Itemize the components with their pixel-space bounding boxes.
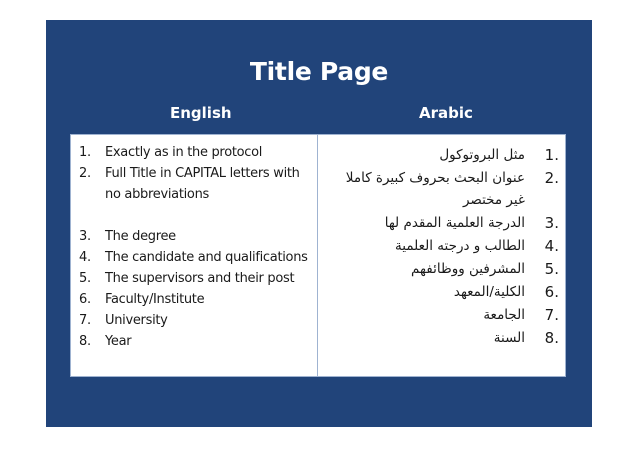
item-text: Full Title in CAPITAL letters with no abbreviations bbox=[105, 166, 300, 202]
list-item bbox=[79, 310, 311, 331]
list-item bbox=[79, 226, 311, 247]
item-text: المشرفين ووظائفهم bbox=[411, 261, 525, 277]
item-text: الدرجة العلمية المقدم لها bbox=[384, 215, 525, 231]
item-text: عنوان البحث بحروف كبيرة كاملا غير مختصر bbox=[345, 170, 525, 208]
list-item bbox=[79, 289, 311, 310]
item-number: 6. bbox=[79, 292, 91, 307]
item-text: السنة bbox=[493, 330, 525, 346]
comparison-table bbox=[70, 134, 566, 377]
list-item bbox=[324, 258, 559, 280]
english-list bbox=[79, 142, 311, 352]
item-number: .5 bbox=[544, 260, 559, 278]
item-number: .1 bbox=[544, 146, 559, 164]
item-text: الطالب و درجته العلمية bbox=[395, 238, 525, 254]
list-item bbox=[324, 327, 559, 349]
list-item bbox=[324, 304, 559, 326]
arabic-cell bbox=[318, 135, 565, 376]
item-number: 3. bbox=[79, 229, 91, 244]
list-item bbox=[324, 167, 559, 211]
item-text: The supervisors and their post bbox=[105, 271, 295, 286]
item-number: .8 bbox=[544, 329, 559, 347]
slide-title: Title Page bbox=[249, 57, 389, 86]
list-item bbox=[79, 142, 311, 163]
english-cell bbox=[71, 135, 318, 376]
list-item bbox=[324, 144, 559, 166]
item-number: .3 bbox=[544, 214, 559, 232]
item-text: الجامعة bbox=[483, 307, 525, 323]
item-number: .4 bbox=[544, 237, 559, 255]
list-item bbox=[79, 247, 311, 268]
arabic-list bbox=[324, 144, 559, 349]
list-item bbox=[324, 235, 559, 257]
item-number: .7 bbox=[544, 306, 559, 324]
english-column-header: English bbox=[170, 104, 232, 122]
item-text: Year bbox=[105, 334, 132, 349]
item-number: 8. bbox=[79, 334, 91, 349]
list-item bbox=[79, 268, 311, 289]
item-text: الكلية/المعهد bbox=[453, 284, 525, 300]
item-text: University bbox=[105, 313, 168, 328]
item-number: 4. bbox=[79, 250, 91, 265]
item-text: The degree bbox=[105, 229, 176, 244]
list-item bbox=[324, 281, 559, 303]
list-item bbox=[79, 163, 311, 205]
slide bbox=[46, 20, 592, 427]
item-text: مثل البروتوكول bbox=[439, 147, 525, 163]
item-number: 5. bbox=[79, 271, 91, 286]
item-text: The candidate and qualifications bbox=[105, 250, 308, 265]
arabic-column-header: Arabic bbox=[419, 104, 473, 122]
item-number: 7. bbox=[79, 313, 91, 328]
list-item bbox=[324, 212, 559, 234]
item-number: 1. bbox=[79, 145, 91, 160]
item-number: .2 bbox=[544, 169, 559, 187]
item-text: Exactly as in the protocol bbox=[105, 145, 263, 160]
item-text: Faculty/Institute bbox=[105, 292, 205, 307]
item-number: 2. bbox=[79, 166, 91, 181]
list-item bbox=[79, 331, 311, 352]
item-number: .6 bbox=[544, 283, 559, 301]
